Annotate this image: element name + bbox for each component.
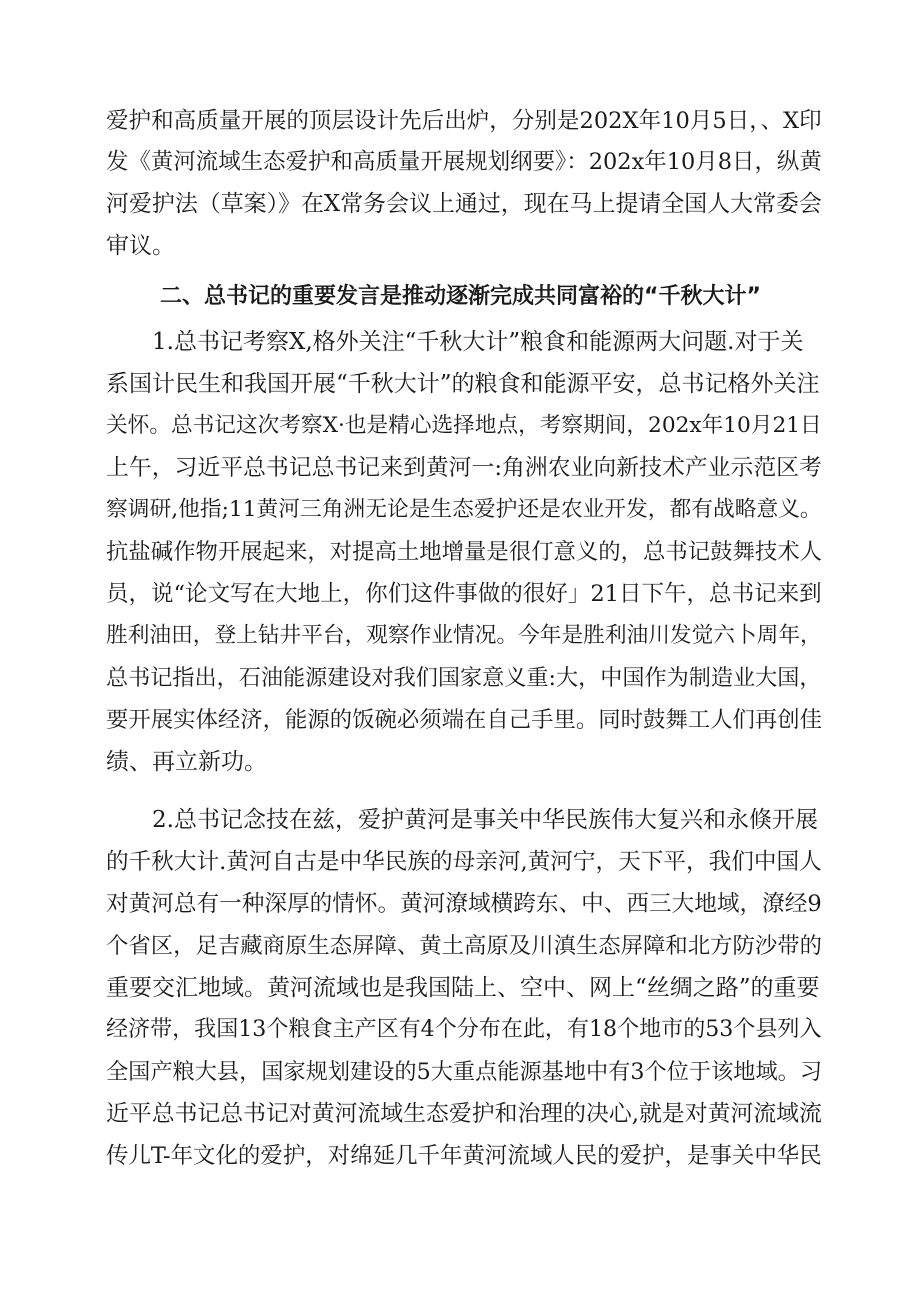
line-text: 发《黄河流域生态爱护和高质量开展规划纲要》：202x年10月8日，纵黄 [106, 149, 822, 175]
line-text: 绩、再立新功。 [106, 749, 267, 775]
line-text: 经济带，我国13个粮食主产区有4个分布在此，有18个地市的53个县列入 [106, 1017, 822, 1042]
line-text: 关怀。总书记这次考察X·也是精心选择地点，考察期间，202x年10月21日 [106, 413, 822, 438]
line-text: 审议。 [106, 233, 175, 259]
text-line [0, 800, 920, 840]
line-text: 的千秋大计.黄河自古是中华民族的母亲河,黄河宁，天下平，我们中国人 [106, 849, 822, 875]
line-text: 系国计民生和我国开展“千秋大计”的粮食和能源平安，总书记格外关注 [106, 371, 820, 397]
line-text: 重要交汇地域。黄河流域也是我国陆上、空中、网上“丝绸之路”的重要 [106, 975, 820, 1001]
text-line [0, 700, 920, 740]
text-line [0, 574, 920, 614]
line-text: 2.总书记念技在兹，爱护黄河是事关中华民族伟大复兴和永倏开展 [152, 807, 818, 833]
text-line [0, 101, 920, 141]
text-line [0, 742, 920, 782]
line-text: 上午，习近平总书记总书记来到黄河一:角洲农业向新技术产业示范区考 [106, 455, 822, 481]
line-text: 近平总书记总书记对黄河流域生态爱护和治理的决心,就是对黄河流域流 [106, 1101, 822, 1127]
text-line [0, 490, 920, 530]
line-text: 要开展实体经济，能源的饭碗必须端在自己手里。同时鼓舞工人们再创佳 [106, 707, 823, 733]
text-line [0, 532, 920, 572]
line-text: 胜利油田，登上钻井平台，观察作业情况。今年是胜利油川发觉六卜周年， [106, 623, 822, 648]
line-text: 察调研,他指;11黄河三角洲无论是生态爱护还是农业开发，都有战略意义。 [106, 497, 822, 522]
text-line [0, 926, 920, 966]
text-line [0, 616, 920, 656]
line-text: 全国产粮大县，国家规划建设的5大重点能源基地中有3个位于该地域。习 [106, 1059, 823, 1085]
text-line [0, 658, 920, 698]
text-line [0, 884, 920, 924]
line-text: 员，说“论文写在大地上，你们这件事做的很好」21日下午，总书记来到 [106, 581, 822, 607]
line-text: 爱护和高质量开展的顶层设计先后出炉，分别是202X年10月5日，、X印 [106, 108, 822, 134]
text-line [0, 406, 920, 446]
line-text: 河爱护法（草案）》在X常务会议上通过，现在马上提请全国人大常委会 [106, 191, 822, 217]
section-heading-text: 二、总书记的重要发言是推动逐渐完成共同富裕的“千秋大计” [160, 284, 761, 309]
text-line [0, 1094, 920, 1134]
line-text: 1.总书记考察X,格外关注“千秋大计”粮食和能源两大问题.对于关 [152, 329, 804, 355]
line-text: 抗盐碱作物开展起来，对提高土地增量是很仃意义的，总书记鼓舞技术人 [106, 539, 823, 565]
text-line [0, 226, 920, 266]
text-line [0, 842, 920, 882]
text-line [0, 1010, 920, 1050]
line-text: 对黄河总有一种深厚的情怀。黄河潦域横跨东、中、西三大地域，潦经9 [106, 891, 822, 917]
line-text: 个省区，足吉藏商原生态屏障、黄土高原及川滇生态屏障和北方防沙带的 [106, 933, 823, 959]
text-line [0, 448, 920, 488]
text-line [0, 1136, 920, 1176]
text-line [0, 968, 920, 1008]
section-heading [0, 277, 920, 317]
text-line [0, 322, 920, 362]
text-line [0, 1052, 920, 1092]
text-line [0, 184, 920, 224]
text-line [0, 142, 920, 182]
text-line [0, 364, 920, 404]
line-text: 传儿T-年文化的爱护，对绵延几千年黄河流域人民的爱护，是事关中华民 [106, 1143, 822, 1169]
line-text: 总书记指出，石油能源建设对我们国家意义重:大，中国作为制造业大国， [106, 665, 822, 691]
